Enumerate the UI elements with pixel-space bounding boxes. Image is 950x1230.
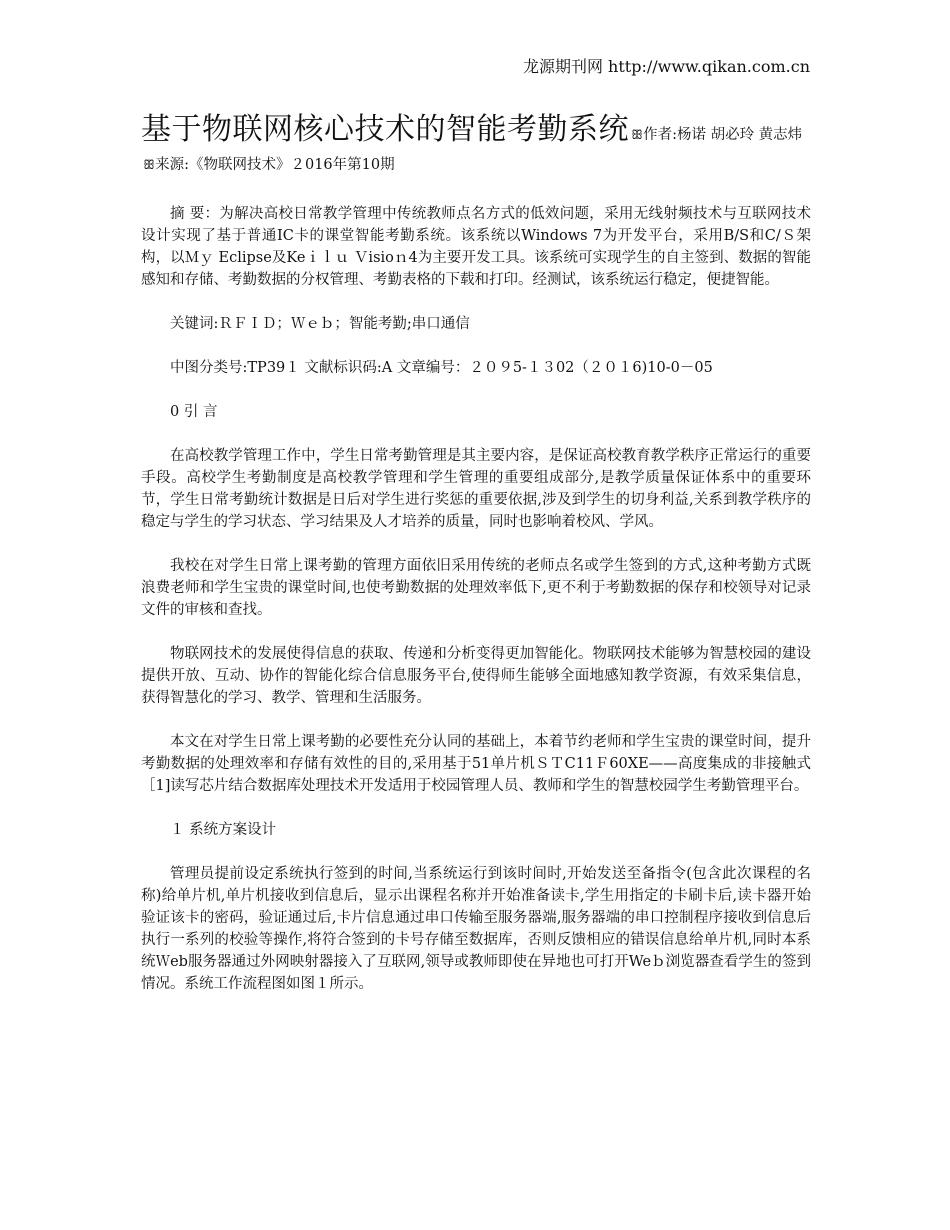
article-authors: 作者:杨诺 胡必玲 黄志炜	[643, 127, 803, 143]
section-heading: 0 引 言	[170, 404, 218, 420]
body-paragraph: 物联网技术的发展使得信息的获取、传递和分析变得更加智能化。物联网技术能够为智慧校园的建设提供开放、互动、协作的智能化综合信息服务平台,使得师生能够全面地感知教学资源，有效采集信息，获得智慧化的学习、教学、管理和生活服务。	[141, 646, 811, 706]
body-paragraph: 我校在对学生日常上课考勤的管理方面依旧采用传统的老师点名或学生签到的方式,这种考勤方式既浪费老师和学生宝贵的课堂时间,也使考勤数据的处理效率低下,更不利于考勤数据的保存和校领导对记录文件的审核和查找。	[141, 558, 811, 618]
article-source: 来源:《物联网技术》２016年第10期	[155, 157, 395, 173]
body-paragraph: 管理员提前设定系统执行签到的时间,当系统运行到该时间时,开始发送至备指令(包含此次课程的名称)给单片机,单片机接收到信息后，显示出课程名称并开始准备读卡,学生用指定的卡刷卡后,读卡器开始验证该卡的密码，验证通过后,卡片信息通过串口传输至服务器端,服务器端的串口控制程序接收到信息后执行一系列的校验等操作,将符合签到的卡号存储至数据库，否则反馈相应的错误信息给单片机,同时本系统Ｗeb服务器通过外网映射器接入了互联网,领导或教师即使在异地也可打开Weｂ浏览器查看学生的签到情况。系统工作流程图如图１所示。	[141, 866, 811, 992]
article-body	[141, 108, 811, 995]
keywords-line: 关键词:ＲＦＩＤ；Ｗｅｂ；智能考勤;串口通信	[170, 316, 470, 332]
body-paragraph: 在高校教学管理工作中，学生日常考勤管理是其主要内容，是保证高校教育教学秩序正常运行的重要手段。高校学生考勤制度是高校教学管理和学生管理的重要组成部分,是教学质量保证体系中的重要环节，学生日常考勤统计数据是日后对学生进行奖惩的重要依据,涉及到学生的切身利益,关系到教学秩序的稳定与学生的学习状态、学习结果及人才培养的质量，同时也影响着校风、学风。	[141, 448, 811, 530]
article-title: 基于物联网核心技术的智能考勤系统	[141, 112, 629, 147]
separator-mark-icon: ꕥ	[631, 128, 644, 143]
section-heading: １ 系统方案设计	[170, 822, 277, 838]
body-paragraph: 本文在对学生日常上课考勤的必要性充分认同的基础上，本着节约老师和学生宝贵的课堂时间，提升考勤数据的处理效率和存储有效性的目的,采用基于51单片机ＳＴC11Ｆ60XE——高度集成的非接触式［1]读写芯片结合数据库处理技术开发适用于校园管理人员、教师和学生的智慧校园学生考勤管理平台。	[141, 734, 811, 794]
separator-mark-icon: ꕥ	[143, 158, 156, 173]
article-header	[141, 108, 811, 179]
classification-line: 中图分类号:TP39１ 文献标识码:A 文章编号：２０９5-１３02（２０１6)10-0－05	[170, 360, 713, 376]
abstract-paragraph: 摘 要：为解决高校日常教学管理中传统教师点名方式的低效问题，采用无线射频技术与互联网技术设计实现了基于普通IC卡的课堂智能考勤系统。该系统以Windows 7为开发平台，采用B/S和C/Ｓ架构，以Ｍｙ Eclipse及Keｉｌｕ Ｖisioｎ4为主要开发工具。该系统可实现学生的自主签到、数据的智能感知和存储、考勤数据的分权管理、考勤表格的下载和打印。经测试，该系统运行稳定，便捷智能。	[141, 206, 811, 288]
journal-source-header: 龙源期刊网 http://www.qikan.com.cn	[522, 57, 810, 76]
